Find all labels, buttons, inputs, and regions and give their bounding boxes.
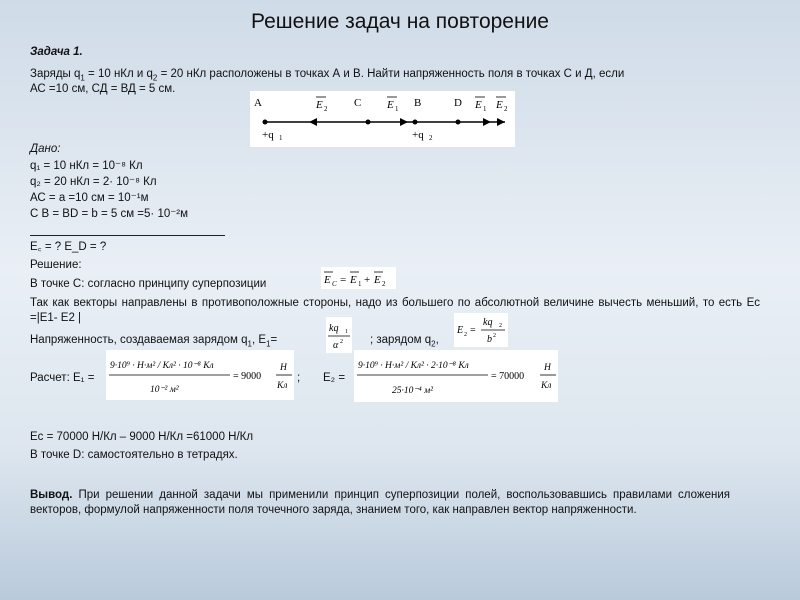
- conclusion-label: Вывод.: [30, 489, 73, 501]
- conclusion-text: При решении данной задачи мы применили принцип суперпозиции полей, воспользовавшись правилами сложения векторов, формулой напряженности поля точечного заряда, знанием того, как направлен вектор напряженности.: [30, 489, 730, 516]
- svg-text:1: 1: [483, 105, 487, 113]
- charge-diagram: [250, 91, 515, 147]
- svg-text:E: E: [374, 274, 381, 286]
- given-ac: АС = а =10 см = 10⁻¹м: [30, 192, 149, 204]
- given-cb: С В = BD = b = 5 см =5· 10⁻²м: [30, 208, 189, 220]
- task-text-line2: АС =10 см, СД = ВД = 5 см.: [30, 83, 176, 95]
- given-label: Дано:: [30, 143, 61, 155]
- point-d-line: В точке D: самостоятельно в тетрадях.: [30, 449, 238, 461]
- point-b-dot: [413, 120, 418, 125]
- superposition-formula: [321, 267, 396, 289]
- superposition-text: В точке С: согласно принципу суперпозиции: [30, 278, 267, 290]
- svg-text:kq: kq: [329, 323, 339, 334]
- svg-text:Кл: Кл: [541, 381, 552, 391]
- svg-text:E: E: [457, 325, 464, 336]
- field-text-q2: ; зарядом $q_2$,: [370, 334, 439, 349]
- given-divider: [30, 235, 225, 236]
- svg-text:2: 2: [382, 280, 386, 288]
- point-d-dot: [456, 120, 461, 125]
- svg-text:2: 2: [464, 332, 467, 338]
- vec-e1-c: E: [387, 99, 394, 111]
- svg-text:=: =: [340, 274, 347, 286]
- svg-text:2: 2: [340, 339, 343, 345]
- svg-text:= 70000: = 70000: [491, 371, 525, 382]
- label-b: B: [414, 97, 422, 109]
- find-line: E꜀ = ? E_D = ?: [30, 241, 107, 253]
- point-c-dot: [366, 120, 371, 125]
- explain-text: Так как векторы направлены в противоположные стороны, надо из большего по абсолютной величине вычесть меньший, то есть Ec =|E1- E2 |: [30, 297, 760, 324]
- calc-label-e2: E₂ =: [323, 372, 346, 384]
- svg-text:α: α: [333, 340, 339, 351]
- svg-text:=: =: [470, 325, 476, 336]
- calc-label-e1: Расчет: E₁ =: [30, 372, 95, 384]
- arrow-e2-c: [309, 118, 317, 126]
- e2-calc-formula: [354, 350, 558, 402]
- svg-text:E: E: [350, 274, 357, 286]
- svg-text:kq: kq: [483, 317, 493, 328]
- given-q1: q₁ = 10 нКл = 10⁻⁸ Кл: [30, 160, 143, 172]
- svg-text:1: 1: [395, 105, 399, 113]
- svg-text:2: 2: [499, 323, 502, 329]
- svg-text:2: 2: [429, 134, 433, 142]
- svg-text:b: b: [487, 334, 492, 345]
- task-text-line1: Заряды $q_1 = 10$ нКл и $q_2 = 20$ нКл расположены в точках А и В. Найти напряженность поля в точках С и Д, если: [30, 68, 625, 83]
- arrow-e2-d: [497, 118, 505, 126]
- label-q2: +q: [412, 129, 424, 141]
- svg-text:9·10⁹ · Н·м² / Кл² · 10⁻⁸ Кл: 9·10⁹ · Н·м² / Кл² · 10⁻⁸ Кл: [110, 361, 214, 371]
- solution-label: Решение:: [30, 259, 82, 271]
- svg-text:2: 2: [493, 333, 496, 339]
- page-title: Решение задач на повторение: [251, 10, 549, 33]
- given-q2: q₂ = 20 нКл = 2· 10⁻⁸ Кл: [30, 176, 157, 188]
- svg-text:1: 1: [279, 134, 283, 142]
- conclusion: [30, 488, 730, 518]
- label-a: A: [254, 97, 262, 109]
- svg-text:9·10⁹ · Н·м² / Кл² · 2·10⁻⁸ Кл: 9·10⁹ · Н·м² / Кл² · 2·10⁻⁸ Кл: [358, 361, 469, 371]
- e1-calc-formula: [106, 350, 294, 400]
- svg-text:Н: Н: [544, 363, 551, 373]
- svg-text:2: 2: [324, 105, 328, 113]
- svg-text:+: +: [364, 274, 371, 286]
- svg-text:E: E: [324, 274, 331, 286]
- e1-formula: [326, 317, 352, 353]
- diagram-svg: [250, 91, 515, 147]
- vec-e2-d: E: [496, 99, 503, 111]
- calc-semicolon: ;: [297, 372, 301, 384]
- svg-text:25·10⁻⁴ м²: 25·10⁻⁴ м²: [392, 386, 433, 396]
- task-heading: Задача 1.: [30, 46, 83, 58]
- svg-text:C: C: [332, 280, 337, 288]
- label-c: C: [354, 97, 362, 109]
- svg-text:2: 2: [504, 105, 508, 113]
- e2-formula: [454, 313, 508, 347]
- label-d: D: [454, 97, 462, 109]
- svg-text:Кл: Кл: [277, 381, 288, 391]
- result-line: Ec = 70000 Н/Кл – 9000 Н/Кл =61000 Н/Кл: [30, 431, 254, 443]
- field-text: Напряженность, создаваемая зарядом $q_1$, $E_1=$: [30, 334, 278, 349]
- svg-text:1: 1: [345, 329, 348, 335]
- point-a-dot: [263, 120, 268, 125]
- label-q1: +q: [262, 129, 274, 141]
- arrow-e1-d: [483, 118, 491, 126]
- arrow-e1-c: [400, 118, 408, 126]
- vec-e2-c: E: [316, 99, 323, 111]
- svg-text:Н: Н: [280, 363, 287, 373]
- svg-text:10⁻² м²: 10⁻² м²: [150, 385, 179, 395]
- svg-text:1: 1: [358, 280, 362, 288]
- vec-e1-d: E: [475, 99, 482, 111]
- svg-text:= 9000: = 9000: [233, 371, 262, 382]
- superposition-svg: [321, 267, 396, 289]
